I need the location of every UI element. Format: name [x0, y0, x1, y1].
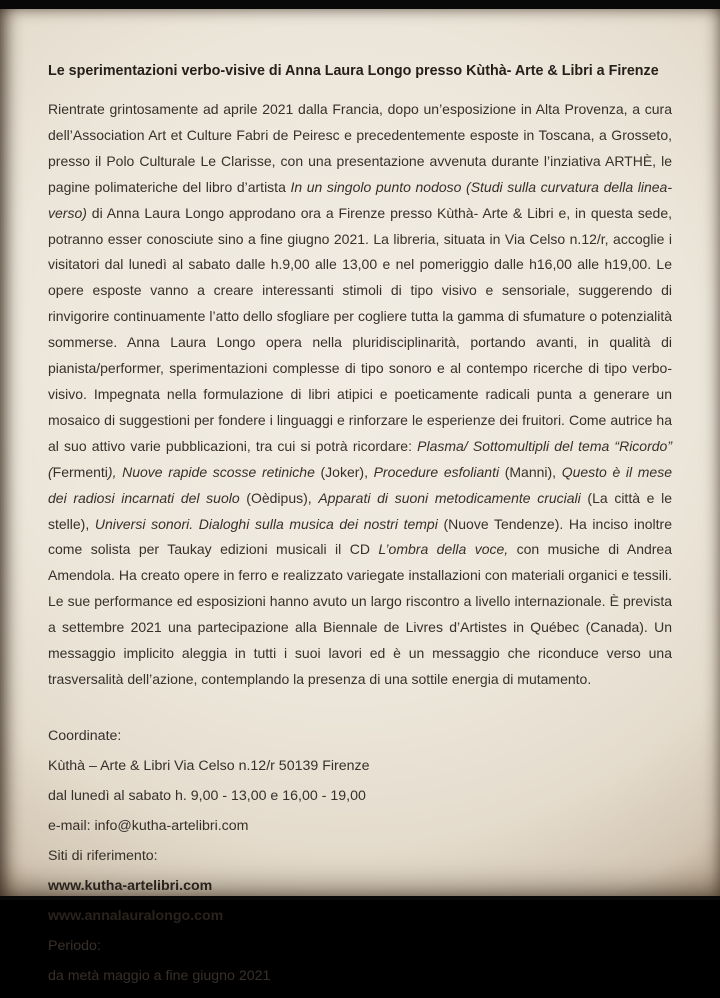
sites-label: Siti di riferimento: — [48, 847, 158, 864]
opening-hours: dal lunedì al sabato h. 9,00 - 13,00 e 16,00 - 19,00 — [48, 787, 366, 804]
email-line: e-mail: info@kutha-artelibri.com — [48, 817, 249, 834]
letterbox-bottom — [0, 896, 720, 900]
paper-page — [0, 9, 720, 984]
period-label: Periodo: — [48, 937, 101, 954]
contact-block — [48, 728, 672, 985]
body-paragraph: Rientrate grintosamente ad aprile 2021 dalla Francia, dopo un’esposizione in Alta Provenza, a cura dell’Association Art et Culture Fabri de Peiresc e precedentemente esposte in Toscana, a Grosseto, presso il Polo Culturale Le Clarisse, con una presentazione avvenuta durante l’inziativa ARTHÈ, le pagine polimateriche del libro d’artista In un singolo punto nodoso (Studi sulla curvatura della linea-verso) di Anna Laura Longo approdano ora a Firenze presso Kùthà- Arte & Libri e, in questa sede, potranno esser conosciute sino a fine giugno 2021. La libreria, situata in Via Celso n.12/r, accoglie i visitatori dal lunedì al sabato dalle h.9,00 alle 13,00 e nel pomeriggio dalle h16,00 alle h19,00. Le opere esposte vanno a creare interessanti stimoli di tipo visivo e sensoriale, suggerendo di rinvigorire continuamente l’atto dello sfogliare per cogliere tutta la gamma di sfumature o potenzialità sommerse. Anna Laura Longo opera nella pluridisciplinarità, portando avanti, in qualità di pianista/performer, sperimentazioni complesse di tipo sonoro e al contempo ricerche di tipo verbo-visivo. Impegnata nella formulazione di libri atipici e poeticamente radicali punta a generare un mosaico di suggestioni per fondere i linguaggi e rinforzare le esperienze dei fruitori. Come autrice ha al suo attivo varie pubblicazioni, tra cui si potrà ricordare: Plasma/ Sottomultipli del tema “Ricordo” (Fermenti), Nuove rapide scosse retiniche (Joker), Procedure esfolianti (Manni), Questo è il mese dei radiosi incarnati del suolo (Oèdipus), Apparati di suoni metodicamente cruciali (La città e le stelle), Universi sonori. Dialoghi sulla musica dei nostri tempi (Nuove Tendenze). Ha inciso inoltre come solista per Taukay edizioni musicali il CD L’ombra della voce, con musiche di Andrea Amendola. Ha creato opere in ferro e realizzato variegate installazioni con materiali organici e tessili. Le sue performance ed esposizioni hanno avuto un largo riscontro a livello internazionale. È prevista a settembre 2021 una partecipazione alla Biennale de Livres d’Artistes in Québec (Canada). Un messaggio implicito aleggia in tutti i suoi lavori ed è un messaggio che riconduce verso una trasversalità dell’azione, contemplando la presenza di una sottile energia di mutamento. — [48, 101, 672, 687]
website-kutha: www.kutha-artelibri.com — [48, 877, 213, 894]
period-value: da metà maggio a fine giugno 2021 — [48, 967, 271, 984]
page-content — [48, 9, 672, 998]
address-line: Kùthà – Arte & Libri Via Celso n.12/r 50139 Firenze — [48, 757, 370, 774]
coordinate-label: Coordinate: — [48, 727, 122, 744]
website-annalauralongo: www.annalauralongo.com — [48, 907, 224, 924]
page-title: Le sperimentazioni verbo-visive di Anna Laura Longo presso Kùthà- Arte & Libri a Firenze — [48, 63, 659, 79]
letterbox-top — [0, 0, 720, 9]
